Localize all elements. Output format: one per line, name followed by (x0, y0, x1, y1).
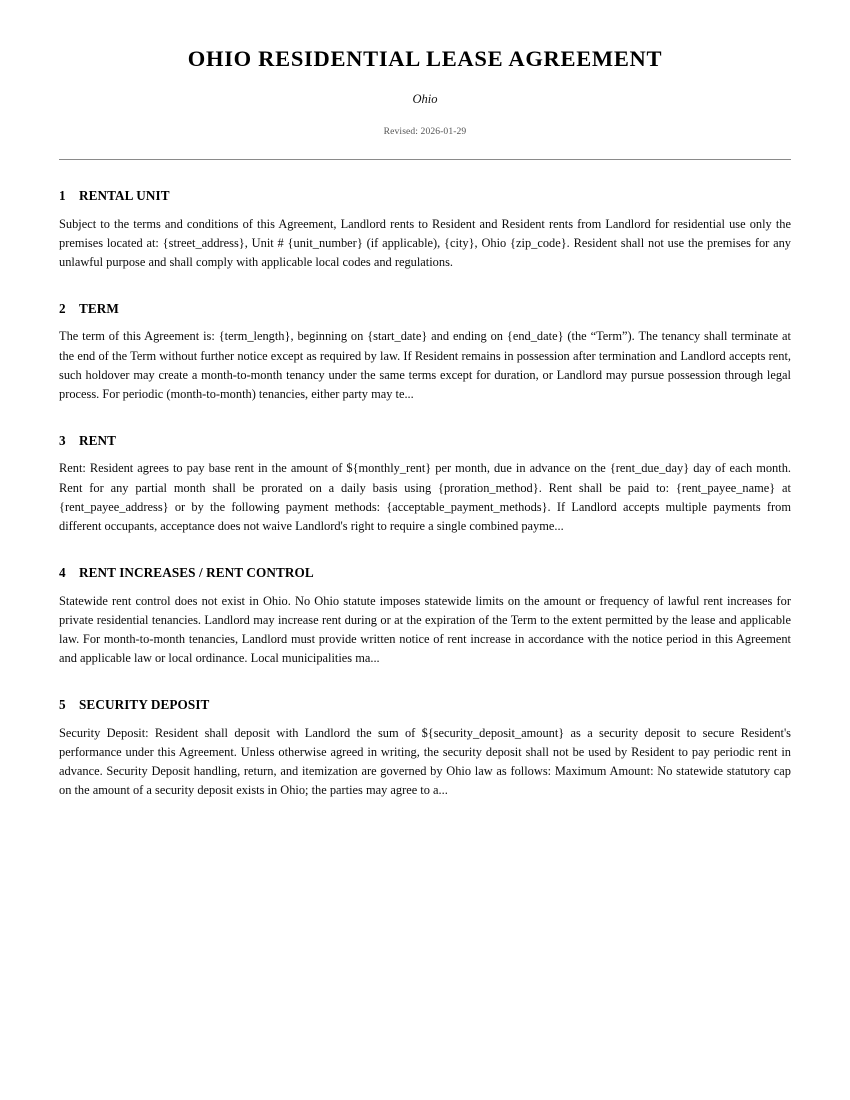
section-title: SECURITY DEPOSIT (79, 696, 210, 712)
document-content (59, 0, 791, 801)
section-number: 4 (59, 564, 66, 580)
section-heading (59, 273, 791, 317)
section-body: The term of this Agreement is: {term_length}, beginning on {start_date} and ending on {end_date} (the “Term”). The tenancy shall terminate at the end of the Term without further notice except as required by law. If Resident remains in possession after termination and Landlord accepts rent, such holdover may create a month-to-month tenancy under the same terms except for duration, or Landlord may pursue possession through legal process. For periodic (month-to-month) tenancies, either party may te... (59, 329, 791, 402)
document-revised-date: Revised: 2026-01-29 (383, 125, 467, 137)
section-body: Security Deposit: Resident shall deposit with Landlord the sum of ${security_deposit_amount} as a security deposit to secure Resident's performance under this Agreement. Unless otherwise agreed in writing, the security deposit shall not be used by Resident to pay periodic rent in advance. Security Deposit handling, return, and itemization are governed by Ohio law as follows: Maximum Amount: No statewide statutory cap on the amount of a security deposit exists in Ohio; the parties may agree to a... (59, 725, 791, 798)
section-title: RENTAL UNIT (79, 187, 170, 203)
document-sections (59, 160, 791, 801)
page-title: OHIO RESIDENTIAL LEASE AGREEMENT (187, 46, 663, 71)
section-rent (59, 405, 791, 537)
section-heading (59, 669, 791, 713)
section-body: Subject to the terms and conditions of this Agreement, Landlord rents to Resident and Resident rents from Landlord for residential use only the premises located at: {street_address}, Unit # {unit_number} (if applicable), {city}, Ohio {zip_code}. Resident shall not use the premises for any unlawful purpose and shall comply with applicable local codes and regulations. (59, 216, 791, 270)
section-body: Statewide rent control does not exist in Ohio. No Ohio statute imposes statewide limits on the amount or frequency of lawful rent increases for private residential tenancies. Landlord may increase rent during or at the expiration of the Term to the extent permitted by the lease and applicable law. For month-to-month tenancies, Landlord must provide written notice of rent increase in accordance with the notice period in this Agreement and applicable law or local ordinance. Local municipalities ma... (59, 593, 791, 666)
section-heading (59, 537, 791, 581)
section-rental-unit (59, 160, 791, 273)
section-rent-increases-rent-control (59, 537, 791, 669)
section-heading (59, 405, 791, 449)
section-number: 5 (59, 696, 66, 712)
section-term (59, 273, 791, 405)
section-number: 2 (59, 300, 66, 316)
section-title: TERM (79, 300, 119, 316)
section-title: RENT INCREASES / RENT CONTROL (79, 564, 314, 580)
section-heading (59, 160, 791, 204)
document-masthead (59, 0, 791, 160)
document-jurisdiction: Ohio (412, 91, 438, 106)
section-title: RENT (79, 432, 117, 448)
section-number: 3 (59, 432, 66, 448)
section-security-deposit (59, 669, 791, 801)
section-number: 1 (59, 187, 66, 203)
section-body: Rent: Resident agrees to pay base rent in the amount of ${monthly_rent} per month, due in advance on the {rent_due_day} day of each month. Rent for any partial month shall be prorated on a daily basis using {proration_method}. Rent shall be paid to: {rent_payee_name} at {rent_payee_address} or by the following payment methods: {acceptable_payment_methods}. If Landlord accepts multiple payments from different occupants, acceptance does not waive Landlord's right to require a single combined payme... (59, 461, 791, 534)
